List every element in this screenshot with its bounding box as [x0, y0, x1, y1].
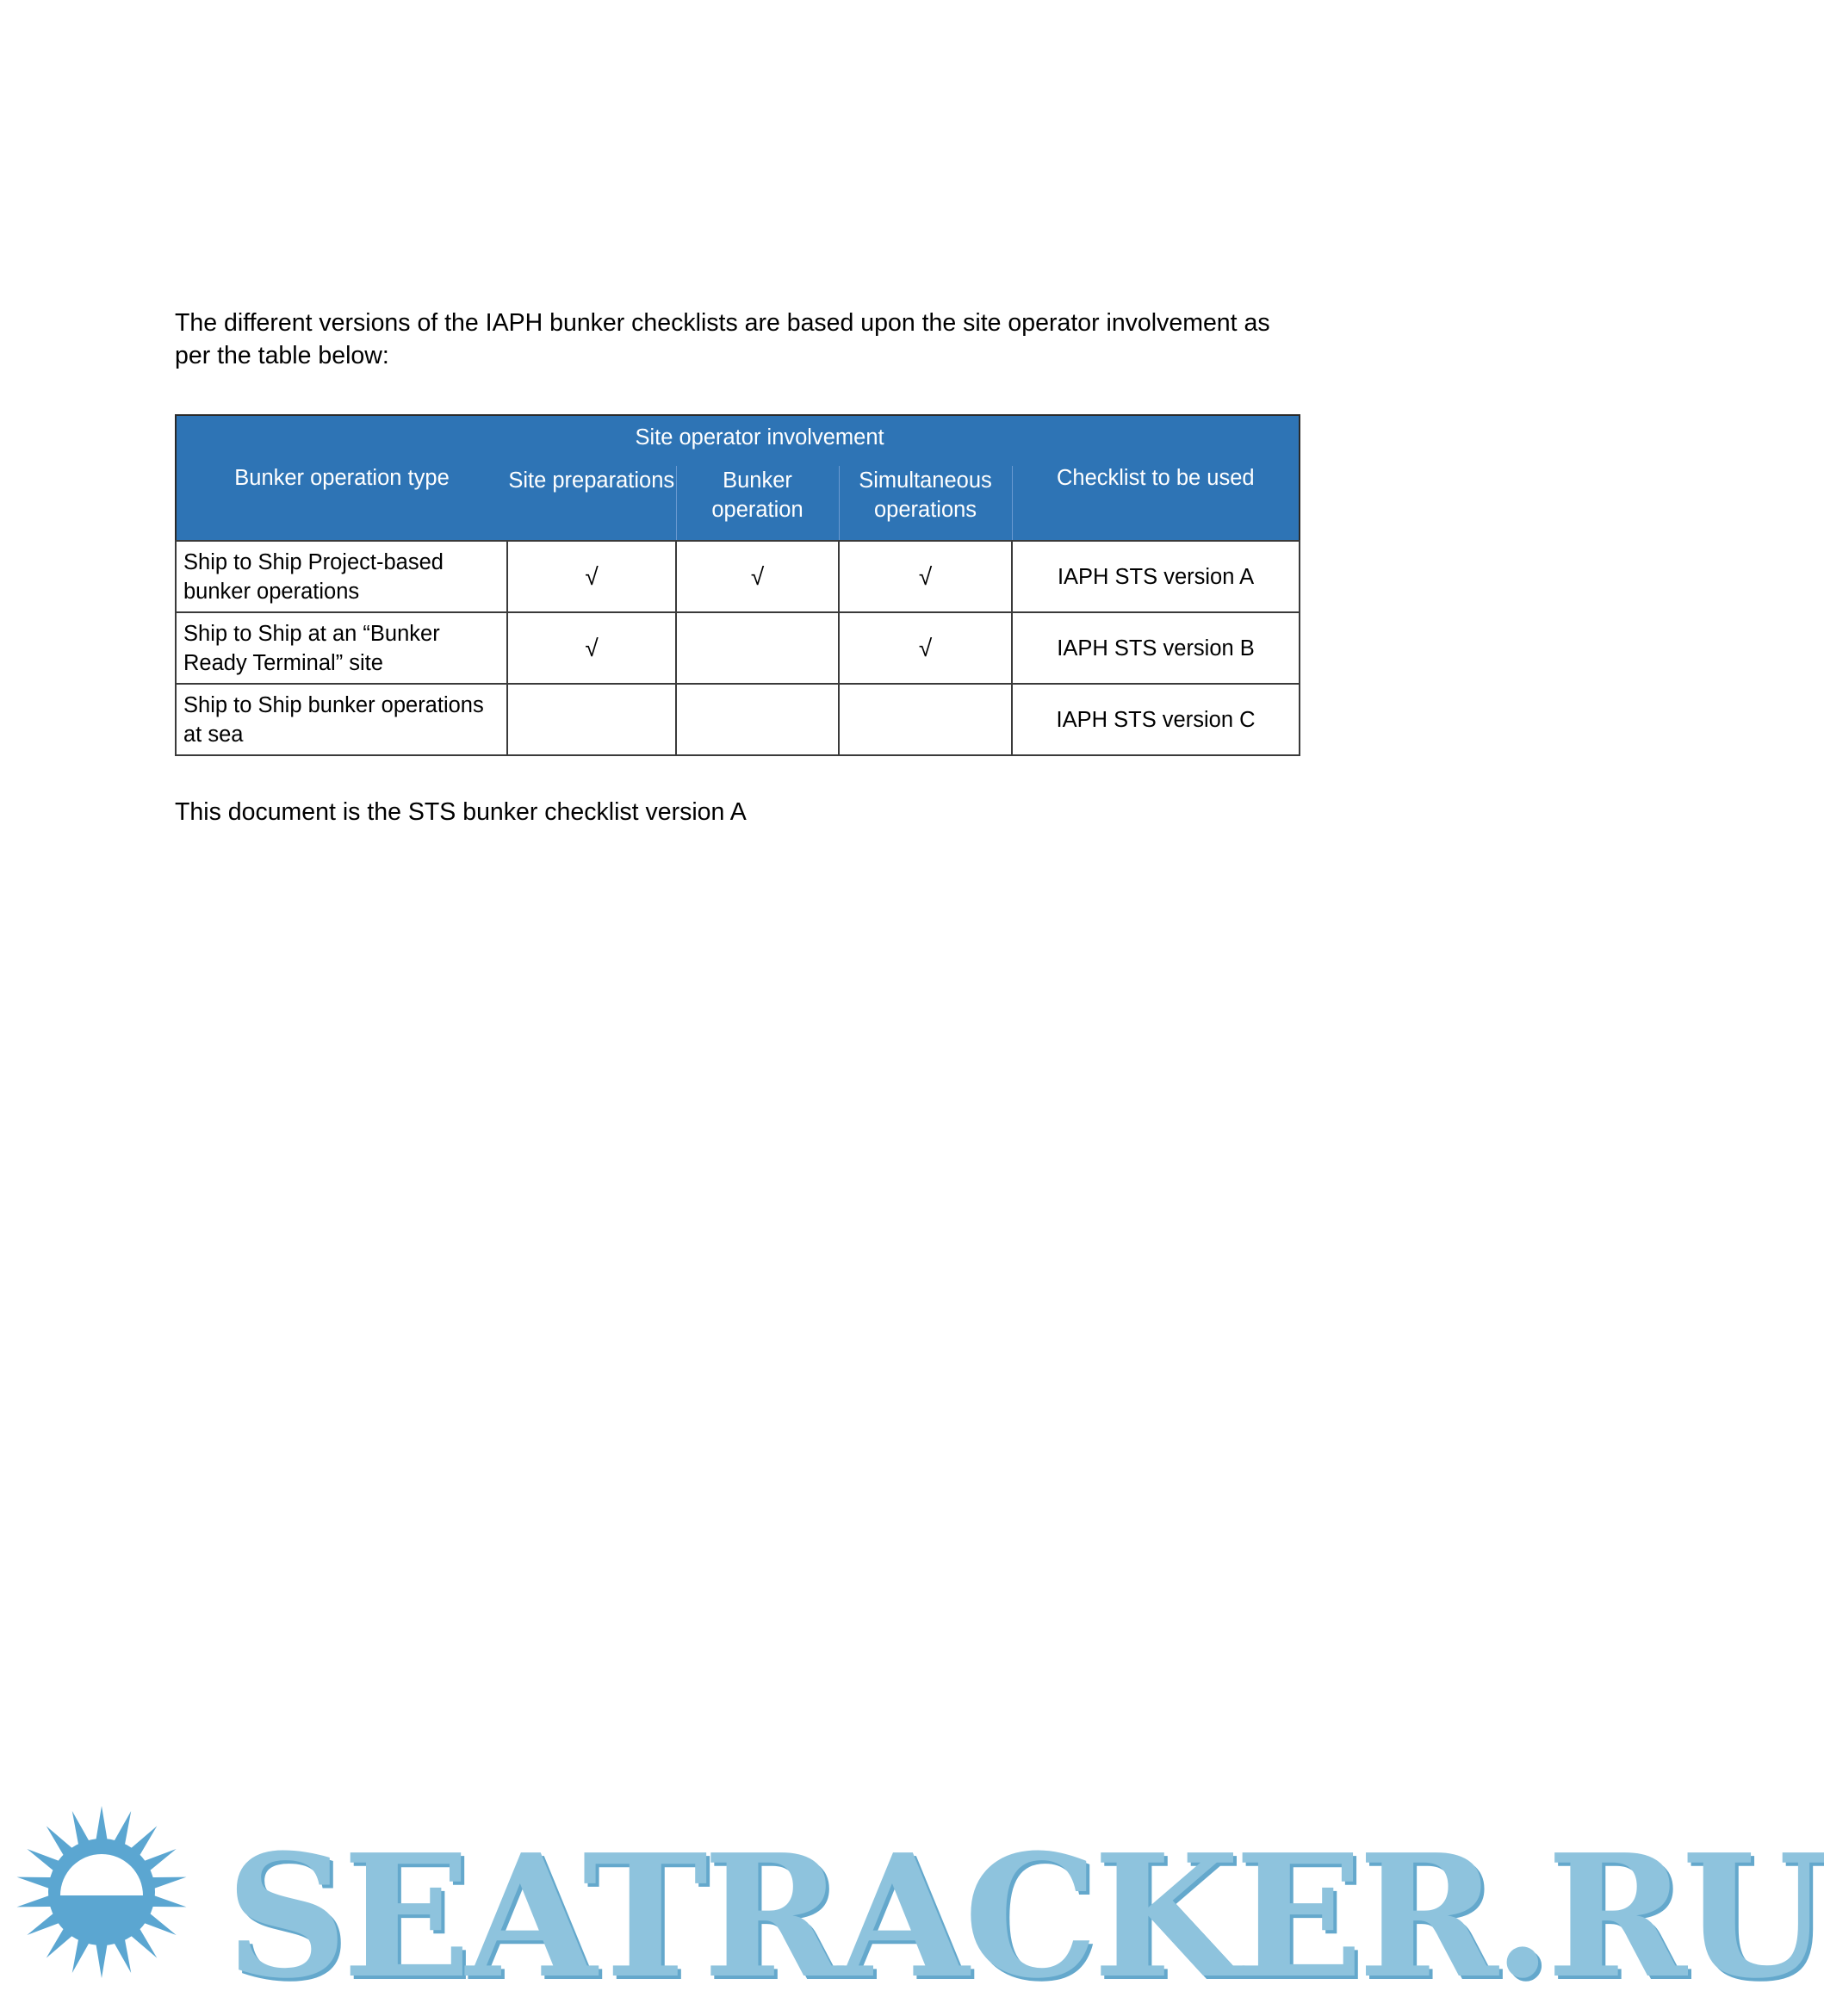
check-mark-site-preparations	[507, 684, 676, 755]
header-site-preparations: Site preparations	[507, 466, 676, 541]
header-simultaneous-operations: Simultaneous operations	[839, 466, 1012, 541]
check-mark-simultaneous-operations: √	[839, 612, 1012, 684]
table-row	[176, 612, 1300, 684]
row-checklist-version: IAPH STS version C	[1012, 684, 1300, 755]
check-mark-site-preparations: √	[507, 612, 676, 684]
header-site-operator-involvement: Site operator involvement	[507, 415, 1012, 466]
check-mark-simultaneous-operations	[839, 684, 1012, 755]
check-mark-bunker-operation: √	[676, 541, 839, 612]
header-checklist: Checklist to be used	[1012, 415, 1300, 541]
check-mark-bunker-operation	[676, 684, 839, 755]
row-checklist-version: IAPH STS version B	[1012, 612, 1300, 684]
intro-paragraph: The different versions of the IAPH bunker checklists are based upon the site operator involvement as per the table below:	[175, 309, 1270, 369]
check-mark-bunker-operation	[676, 612, 839, 684]
table-row	[176, 684, 1300, 755]
watermark-text: SEATRACKER.RU	[226, 1818, 1824, 2016]
row-operation-type: Ship to Ship Project-based bunker operations	[176, 541, 507, 612]
closing-paragraph: This document is the STS bunker checklist version A	[175, 798, 747, 826]
header-operation-type: Bunker operation type	[176, 415, 507, 541]
bunker-checklist-table	[175, 414, 1300, 756]
table-row	[176, 541, 1300, 612]
row-checklist-version: IAPH STS version A	[1012, 541, 1300, 612]
table-header	[176, 415, 1300, 541]
check-mark-site-preparations: √	[507, 541, 676, 612]
header-bunker-operation: Bunker operation	[676, 466, 839, 541]
check-mark-simultaneous-operations: √	[839, 541, 1012, 612]
row-operation-type: Ship to Ship at an “Bunker Ready Terminal” site	[176, 612, 507, 684]
row-operation-type: Ship to Ship bunker operations at sea	[176, 684, 507, 755]
